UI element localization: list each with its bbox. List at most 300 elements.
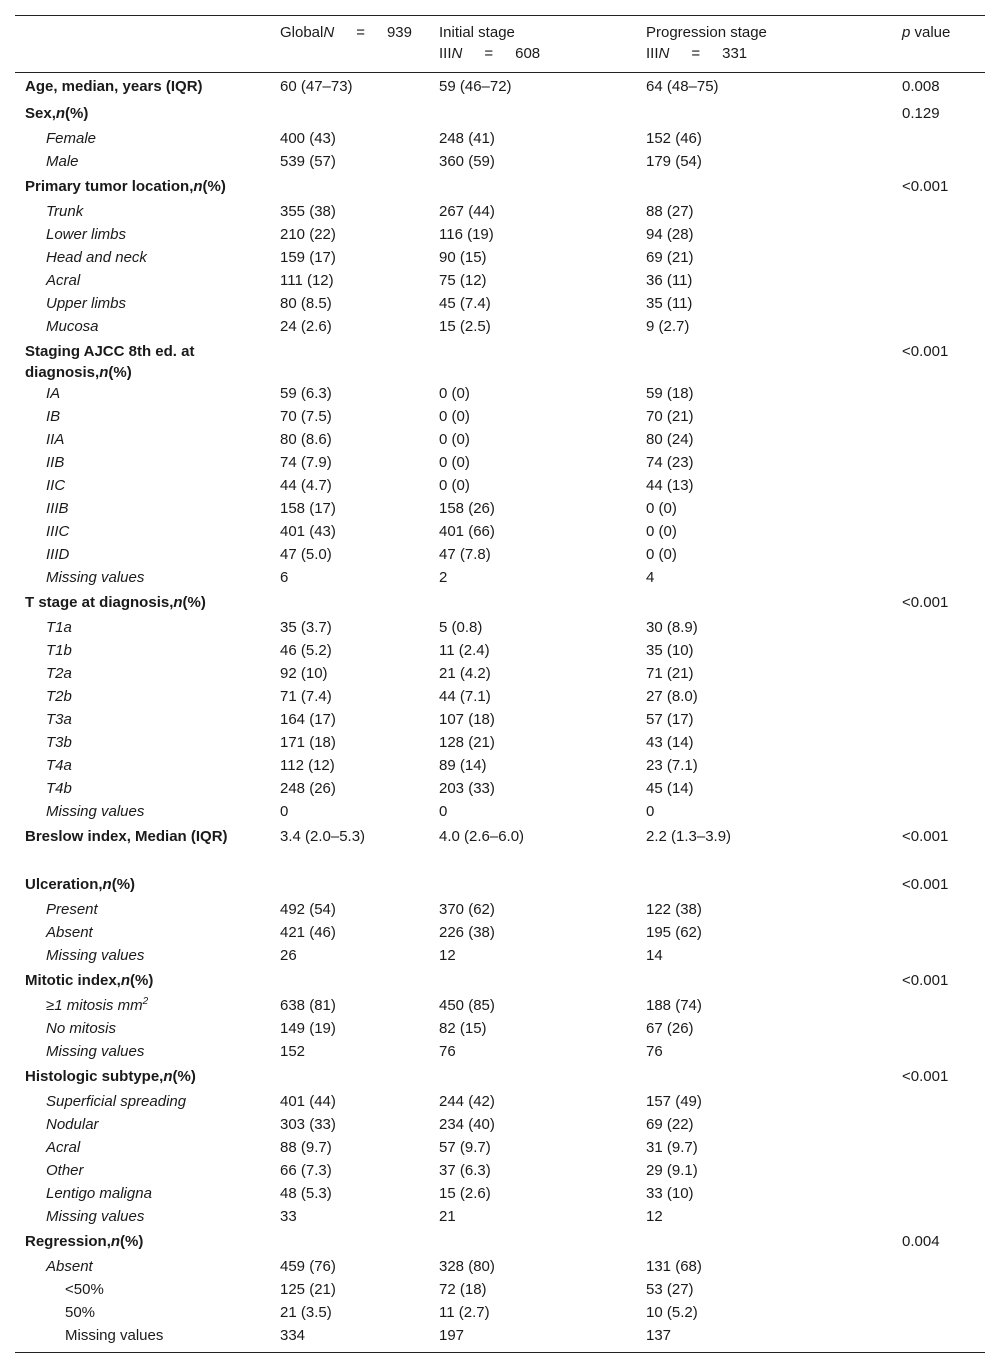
table-row (15, 1041, 985, 1064)
global-value: 80 (8.6) (280, 431, 332, 448)
table-row (15, 521, 985, 544)
initial-stage-value: 21 (439, 1208, 456, 1225)
row-label: Lower limbs (46, 226, 127, 243)
progression-stage-value: 29 (9.1) (646, 1162, 698, 1179)
progression-stage-value: 45 (14) (646, 780, 694, 797)
global-value: 459 (76) (280, 1258, 336, 1275)
global-value: 158 (17) (280, 500, 336, 517)
progression-stage-value: 74 (23) (646, 454, 694, 471)
row-label: T2a (46, 665, 72, 682)
row-label: Breslow index, Median (IQR) (25, 828, 228, 845)
progression-stage-value: 76 (646, 1043, 663, 1060)
global-value: 80 (8.5) (280, 295, 332, 312)
initial-stage-value: 370 (62) (439, 901, 495, 918)
p-value (892, 201, 985, 224)
initial-stage-value: 0 (0) (439, 408, 470, 425)
p-value (892, 899, 985, 922)
patient-characteristics-table (15, 15, 985, 1353)
progression-stage-value: 88 (27) (646, 203, 694, 220)
initial-stage-value: 450 (85) (439, 997, 495, 1014)
row-label: Missing values (46, 1043, 145, 1060)
global-value: 48 (5.3) (280, 1185, 332, 1202)
table-row (15, 995, 985, 1018)
global-value: 21 (3.5) (280, 1304, 332, 1321)
p-value (892, 475, 985, 498)
global-value: 47 (5.0) (280, 546, 332, 563)
progression-stage-value: 0 (0) (646, 523, 677, 540)
row-label: Regression,n(%) (25, 1233, 144, 1250)
p-value (892, 945, 985, 968)
table-row (15, 544, 985, 567)
initial-stage-value (429, 1229, 636, 1256)
initial-stage-value: 234 (40) (439, 1116, 495, 1133)
row-label: Nodular (46, 1116, 99, 1133)
progression-stage-value: 44 (13) (646, 477, 694, 494)
progression-stage-value: 0 (0) (646, 546, 677, 563)
progression-stage-value: 137 (636, 1325, 892, 1353)
progression-stage-value: 4 (646, 569, 655, 586)
progression-stage-value: 70 (21) (646, 408, 694, 425)
global-value: 71 (7.4) (280, 688, 332, 705)
initial-stage-value (429, 174, 636, 201)
initial-stage-value: 44 (7.1) (439, 688, 491, 705)
global-value (270, 339, 429, 383)
row-label: <50% (65, 1281, 104, 1298)
table-row (15, 1206, 985, 1229)
initial-stage-value: 90 (15) (439, 249, 487, 266)
table-row (15, 174, 985, 201)
p-value (892, 1256, 985, 1279)
initial-stage-value: 21 (4.2) (439, 665, 491, 682)
row-label: T1b (46, 642, 72, 659)
p-value (892, 801, 985, 824)
progression-stage-value: 0 (0) (646, 500, 677, 517)
p-value (892, 544, 985, 567)
table-row (15, 1137, 985, 1160)
p-value (892, 1041, 985, 1064)
progression-stage-value (636, 174, 892, 201)
row-label: Male (46, 153, 79, 170)
progression-stage-value: 64 (48–75) (646, 78, 719, 95)
p-value (892, 1279, 985, 1302)
p-value (892, 640, 985, 663)
progression-stage-value: 35 (10) (646, 642, 694, 659)
initial-stage-value: 4.0 (2.6–6.0) (439, 828, 525, 845)
progression-stage-value: 71 (21) (646, 665, 694, 682)
initial-stage-value: 107 (18) (439, 711, 495, 728)
row-label: Present (46, 901, 98, 918)
progression-stage-value: 23 (7.1) (646, 757, 698, 774)
table-row (15, 801, 985, 824)
progression-stage-value (636, 590, 892, 617)
global-value: 33 (280, 1208, 297, 1225)
initial-stage-value (429, 968, 636, 995)
table-row (15, 101, 985, 128)
table-row (15, 640, 985, 663)
initial-stage-value: 226 (38) (439, 924, 495, 941)
row-label: T2b (46, 688, 72, 705)
initial-stage-value (429, 339, 636, 383)
initial-stage-value: 401 (66) (439, 523, 495, 540)
p-value (892, 1183, 985, 1206)
table-row (15, 1064, 985, 1091)
initial-stage-value (429, 590, 636, 617)
table-row (15, 755, 985, 778)
row-label: Upper limbs (46, 295, 127, 312)
progression-stage-value: 152 (46) (646, 130, 702, 147)
table-row (15, 429, 985, 452)
progression-stage-value: 157 (49) (646, 1093, 702, 1110)
table-row (15, 1091, 985, 1114)
table-row (15, 475, 985, 498)
p-value (892, 406, 985, 429)
progression-stage-value (636, 339, 892, 383)
progression-stage-value: 36 (11) (646, 272, 693, 289)
initial-stage-value: 72 (18) (439, 1281, 487, 1298)
initial-stage-value (429, 1064, 636, 1091)
table-row (15, 1183, 985, 1206)
row-label: Female (46, 130, 97, 147)
progression-stage-value: 57 (17) (646, 711, 694, 728)
row-label: Missing values (46, 1208, 145, 1225)
table-container (15, 15, 985, 1353)
global-value: 149 (19) (280, 1020, 336, 1037)
global-value: 303 (33) (280, 1116, 336, 1133)
global-value: 66 (7.3) (280, 1162, 332, 1179)
global-value: 334 (270, 1325, 429, 1353)
table-row (15, 899, 985, 922)
table-row (15, 617, 985, 640)
row-label: IIIB (46, 500, 69, 517)
table-row (15, 151, 985, 174)
header-global: GlobalN = 939 (270, 16, 429, 73)
row-label: Lentigo maligna (46, 1185, 152, 1202)
row-label: IIIC (46, 523, 70, 540)
progression-stage-value: 59 (18) (646, 385, 694, 402)
row-label: T4a (46, 757, 72, 774)
initial-stage-value: 76 (439, 1043, 456, 1060)
table-row (15, 406, 985, 429)
p-value (892, 498, 985, 521)
p-value (892, 151, 985, 174)
initial-stage-value: 11 (2.7) (439, 1304, 490, 1321)
table-row (15, 778, 985, 801)
initial-stage-value: 59 (46–72) (439, 78, 512, 95)
p-value: 0.004 (902, 1233, 940, 1250)
global-value: 46 (5.2) (280, 642, 332, 659)
p-value (892, 429, 985, 452)
initial-stage-value: 15 (2.5) (439, 318, 491, 335)
header-progression-stage: Progression stage IIIN = 331 (636, 16, 892, 73)
row-label: Absent (46, 1258, 93, 1275)
initial-stage-value: 158 (26) (439, 500, 495, 517)
p-value (892, 732, 985, 755)
table-row (15, 1256, 985, 1279)
table-row (15, 1160, 985, 1183)
progression-stage-value (636, 1229, 892, 1256)
progression-stage-value (636, 872, 892, 899)
p-value (892, 224, 985, 247)
row-label: Trunk (46, 203, 84, 220)
table-row (15, 452, 985, 475)
row-label: IB (46, 408, 61, 425)
initial-stage-value: 197 (429, 1325, 636, 1353)
initial-stage-value: 89 (14) (439, 757, 487, 774)
table-row (15, 1279, 985, 1302)
initial-stage-value: 128 (21) (439, 734, 495, 751)
global-value: 70 (7.5) (280, 408, 332, 425)
progression-stage-value: 67 (26) (646, 1020, 694, 1037)
row-label: IA (46, 385, 61, 402)
header-initial-stage: Initial stage IIIN = 608 (429, 16, 636, 73)
row-label: Primary tumor location,n(%) (25, 178, 226, 195)
global-value (270, 1229, 429, 1256)
table-row (15, 968, 985, 995)
p-value (892, 1018, 985, 1041)
header-p-value: p value (892, 16, 985, 73)
table-body (15, 73, 985, 1353)
initial-stage-value: 12 (439, 947, 456, 964)
row-label: 50% (65, 1304, 96, 1321)
row-label: Age, median, years (IQR) (25, 78, 203, 95)
initial-stage-value: 360 (59) (439, 153, 495, 170)
initial-stage-value: 0 (0) (439, 385, 470, 402)
table-row (15, 128, 985, 151)
p-value: <0.001 (902, 594, 949, 611)
p-value (892, 293, 985, 316)
global-value: 60 (47–73) (280, 78, 353, 95)
table-row (15, 824, 985, 872)
p-value (892, 686, 985, 709)
p-value (892, 316, 985, 339)
progression-stage-value: 94 (28) (646, 226, 694, 243)
progression-stage-value: 30 (8.9) (646, 619, 698, 636)
initial-stage-value: 15 (2.6) (439, 1185, 491, 1202)
progression-stage-value: 27 (8.0) (646, 688, 698, 705)
global-value: 44 (4.7) (280, 477, 332, 494)
global-value (270, 872, 429, 899)
p-value (892, 1091, 985, 1114)
p-value (892, 247, 985, 270)
progression-stage-value: 80 (24) (646, 431, 694, 448)
global-value: 24 (2.6) (280, 318, 332, 335)
initial-stage-value: 37 (6.3) (439, 1162, 491, 1179)
progression-stage-value: 31 (9.7) (646, 1139, 698, 1156)
global-value: 248 (26) (280, 780, 336, 797)
global-value: 6 (280, 569, 289, 586)
initial-stage-value (429, 872, 636, 899)
table-row (15, 709, 985, 732)
initial-stage-value: 0 (439, 803, 448, 820)
global-value: 125 (21) (280, 1281, 336, 1298)
row-label: Absent (46, 924, 93, 941)
global-value: 35 (3.7) (280, 619, 332, 636)
p-value: <0.001 (902, 1068, 949, 1085)
progression-stage-value: 43 (14) (646, 734, 694, 751)
header-label-column (15, 16, 270, 73)
global-value: 59 (6.3) (280, 385, 332, 402)
progression-stage-value: 122 (38) (646, 901, 702, 918)
table-row (15, 293, 985, 316)
table-row (15, 732, 985, 755)
progression-stage-value (636, 1064, 892, 1091)
p-value: <0.001 (902, 343, 949, 360)
progression-stage-value: 195 (62) (646, 924, 702, 941)
global-value (270, 174, 429, 201)
row-label: Missing values (15, 1325, 270, 1353)
row-label: T4b (46, 780, 72, 797)
initial-stage-value: 0 (0) (439, 477, 470, 494)
row-label: Histologic subtype,n(%) (25, 1068, 196, 1085)
initial-stage-value: 57 (9.7) (439, 1139, 491, 1156)
initial-stage-value: 248 (41) (439, 130, 495, 147)
p-value: <0.001 (902, 972, 949, 989)
row-label: Missing values (46, 947, 145, 964)
global-value: 152 (280, 1043, 306, 1060)
row-label: Ulceration,n(%) (25, 876, 136, 893)
p-value (892, 567, 985, 590)
p-value (892, 1206, 985, 1229)
initial-stage-value: 11 (2.4) (439, 642, 490, 659)
table-row (15, 590, 985, 617)
table-row (15, 686, 985, 709)
table-row (15, 1302, 985, 1325)
row-label: T stage at diagnosis,n(%) (25, 594, 206, 611)
row-label: T1a (46, 619, 72, 636)
table-row (15, 1114, 985, 1137)
p-value: <0.001 (902, 178, 949, 195)
row-label: Acral (46, 272, 81, 289)
table-row (15, 922, 985, 945)
table-row (15, 247, 985, 270)
row-label: Superficial spreading (46, 1093, 187, 1110)
p-value: 0.129 (902, 105, 940, 122)
global-value (270, 1064, 429, 1091)
header-row (15, 16, 985, 73)
global-value: 539 (57) (280, 153, 336, 170)
p-value (892, 1114, 985, 1137)
p-value (892, 922, 985, 945)
p-value (892, 452, 985, 475)
global-value: 171 (18) (280, 734, 336, 751)
row-label: Mucosa (46, 318, 99, 335)
initial-stage-value: 244 (42) (439, 1093, 495, 1110)
row-label: Other (46, 1162, 84, 1179)
table-row (15, 224, 985, 247)
row-label: No mitosis (46, 1020, 117, 1037)
global-value: 159 (17) (280, 249, 336, 266)
row-label: IIB (46, 454, 65, 471)
global-value: 88 (9.7) (280, 1139, 332, 1156)
initial-stage-value: 328 (80) (439, 1258, 495, 1275)
global-value (270, 101, 429, 128)
table-row (15, 1229, 985, 1256)
initial-stage-value: 2 (439, 569, 448, 586)
progression-stage-value: 12 (646, 1208, 663, 1225)
global-value: 401 (44) (280, 1093, 336, 1110)
p-value (892, 270, 985, 293)
row-label: Acral (46, 1139, 81, 1156)
row-label: IIC (46, 477, 66, 494)
progression-stage-value: 2.2 (1.3–3.9) (646, 828, 732, 845)
p-value: <0.001 (902, 876, 949, 893)
global-value: 111 (12) (280, 272, 334, 289)
p-value (892, 663, 985, 686)
table-row (15, 383, 985, 406)
global-value: 0 (280, 803, 289, 820)
initial-stage-value: 82 (15) (439, 1020, 487, 1037)
p-value (892, 995, 985, 1018)
p-value (892, 1137, 985, 1160)
table-row (15, 339, 985, 383)
global-value (270, 590, 429, 617)
progression-stage-value: 10 (5.2) (646, 1304, 698, 1321)
table-row (15, 567, 985, 590)
initial-stage-value: 5 (0.8) (439, 619, 483, 636)
global-value: 210 (22) (280, 226, 336, 243)
progression-stage-value: 33 (10) (646, 1185, 694, 1202)
row-label: T3a (46, 711, 72, 728)
progression-stage-value (636, 101, 892, 128)
initial-stage-value: 203 (33) (439, 780, 495, 797)
p-value (892, 128, 985, 151)
progression-stage-value: 131 (68) (646, 1258, 702, 1275)
row-label: IIA (46, 431, 65, 448)
global-value: 355 (38) (280, 203, 336, 220)
row-label: Missing values (46, 803, 145, 820)
global-value: 400 (43) (280, 130, 336, 147)
table-row (15, 663, 985, 686)
p-value (892, 383, 985, 406)
initial-stage-value: 47 (7.8) (439, 546, 491, 563)
progression-stage-value: 179 (54) (646, 153, 702, 170)
global-value: 638 (81) (280, 997, 336, 1014)
table-row (15, 498, 985, 521)
progression-stage-value: 0 (646, 803, 655, 820)
global-value: 421 (46) (280, 924, 336, 941)
initial-stage-value: 0 (0) (439, 454, 470, 471)
table-row (15, 1018, 985, 1041)
row-label: Head and neck (46, 249, 147, 266)
progression-stage-value: 53 (27) (646, 1281, 694, 1298)
p-value (892, 617, 985, 640)
p-value (892, 1325, 985, 1353)
table-row (15, 270, 985, 293)
table-row (15, 201, 985, 224)
global-value: 164 (17) (280, 711, 336, 728)
p-value: 0.008 (902, 78, 940, 95)
global-value: 92 (10) (280, 665, 328, 682)
row-label: Staging AJCC 8th ed. at diagnosis,n(%) (25, 343, 195, 381)
table-row (15, 73, 985, 102)
global-value: 3.4 (2.0–5.3) (280, 828, 366, 845)
progression-stage-value: 35 (11) (646, 295, 693, 312)
p-value (892, 709, 985, 732)
p-value: <0.001 (902, 828, 949, 845)
progression-stage-value: 69 (22) (646, 1116, 694, 1133)
global-value (270, 968, 429, 995)
initial-stage-value: 45 (7.4) (439, 295, 491, 312)
p-value (892, 755, 985, 778)
table-row (15, 1325, 985, 1353)
row-label: Mitotic index,n(%) (25, 972, 154, 989)
p-value (892, 521, 985, 544)
initial-stage-value: 267 (44) (439, 203, 495, 220)
row-label: Missing values (46, 569, 145, 586)
initial-stage-value: 116 (19) (439, 226, 494, 243)
global-value: 26 (280, 947, 297, 964)
table-row (15, 872, 985, 899)
